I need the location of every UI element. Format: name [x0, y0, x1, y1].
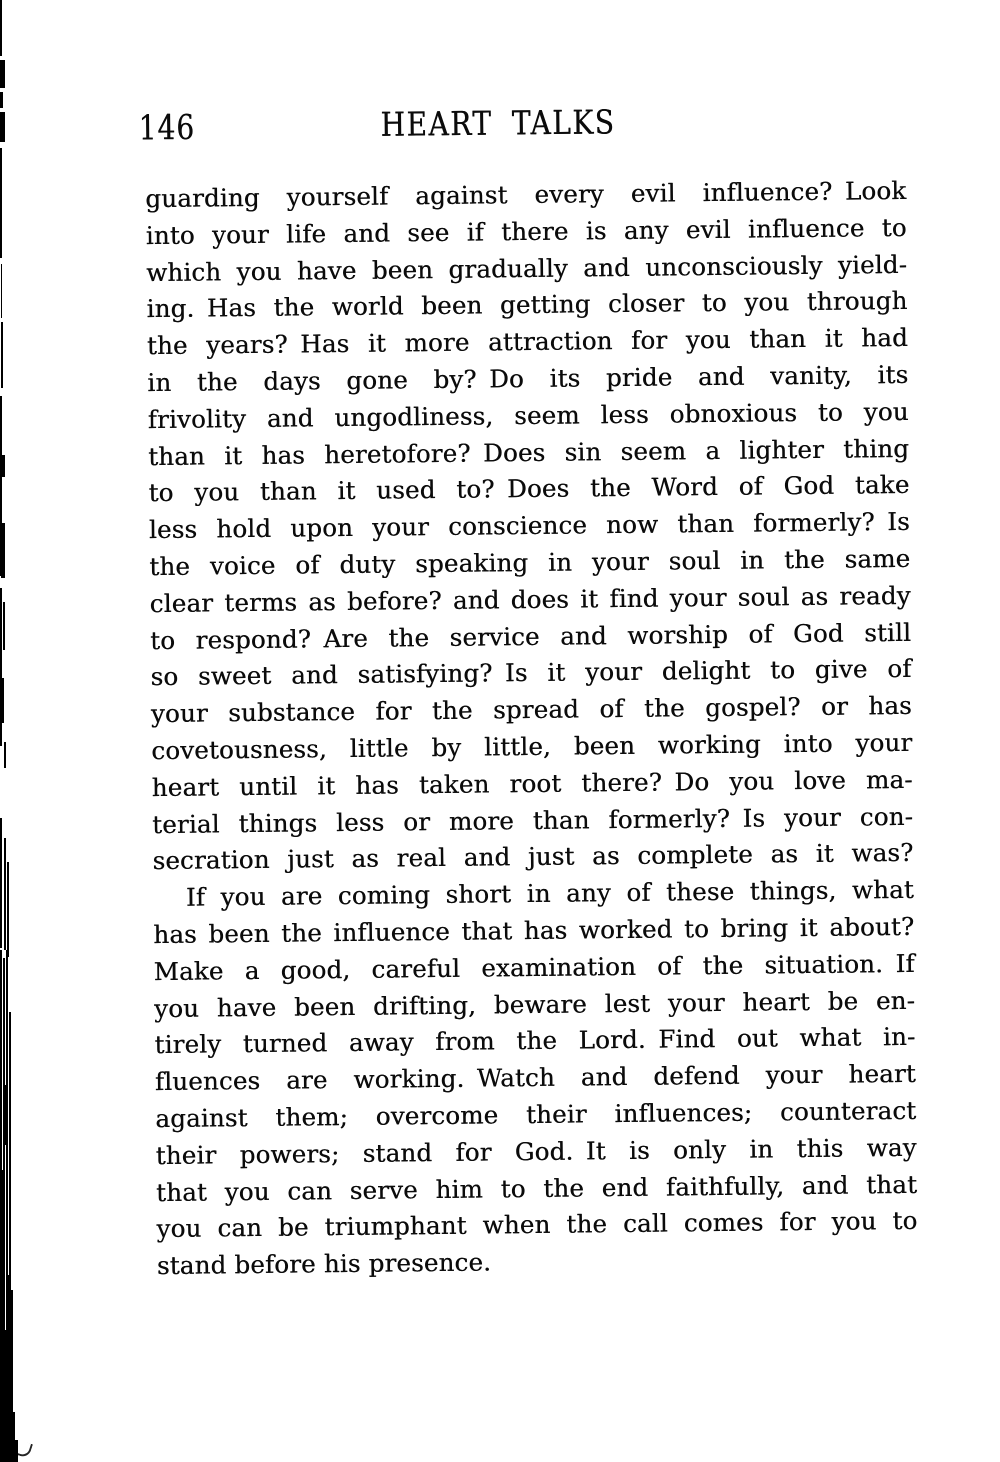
gutter-streak: [3, 602, 5, 650]
text-line: stand before his presence.: [156, 1247, 492, 1281]
text-line: heart until it has taken root there? Do you love ma-: [151, 764, 913, 802]
gutter-streak: [1, 322, 3, 388]
running-head: HEART TALKS: [380, 102, 616, 145]
gutter-streak: [5, 1085, 8, 1145]
gutter-streak: [0, 0, 2, 56]
gutter-streak: [4, 838, 6, 950]
gutter-streak: [7, 862, 9, 957]
text-line: into your life and see if there is any evil influence to: [145, 212, 907, 250]
gutter-streak: [0, 60, 5, 88]
text-line: clear terms as before? and does it find your soul as ready: [149, 580, 911, 618]
page-header: [138, 100, 905, 152]
paragraph: [153, 872, 918, 1285]
text-line: your substance for the spread of the gospel? or has: [150, 691, 913, 729]
text-line: their powers; stand for God. It is only in this way: [155, 1132, 917, 1170]
text-line: ing. Has the world been getting closer to you through: [146, 286, 908, 324]
gutter-streak: [0, 112, 5, 142]
paragraph: [145, 173, 914, 880]
text-line: to respond? Are the service and worship of God still: [149, 617, 912, 655]
text-line: secration just as real and just as complete as it was?: [152, 838, 914, 876]
text-line: the voice of duty speaking in your soul in the same: [149, 543, 911, 582]
text-line: terial things less or more than formerly? Is your con-: [151, 801, 914, 839]
text-line: so sweet and satisfying? Is it your delight to give of: [150, 654, 912, 692]
gutter-ink-squiggle: [16, 1440, 33, 1458]
scan-gutter-artifacts: [0, 0, 40, 1462]
text-line: to you than it used to? Does the Word of God take: [148, 470, 910, 508]
gutter-streak: [6, 1380, 11, 1462]
text-line: you have been drifting, beware lest your heart be en-: [153, 985, 916, 1023]
text-line: the years? Has it more attraction for you than it had: [146, 323, 909, 361]
text-line: which you have been gradually and unconsciously yield-: [145, 249, 908, 287]
page-number: 146: [138, 107, 196, 149]
gutter-streak: [4, 742, 6, 768]
gutter-streak: [0, 148, 2, 258]
gutter-streak: [2, 455, 5, 477]
text-line: you can be triumphant when the call comes for you to: [156, 1206, 918, 1244]
text-line: tirely turned away from the Lord. Find out what in-: [154, 1022, 916, 1060]
text-line: that you can serve him to the end faithfully, and that: [155, 1169, 918, 1207]
text-line: than it has heretofore? Does sin seem a lighter thing: [147, 433, 910, 471]
gutter-streak: [1, 264, 2, 318]
text-line: covetousness, little by little, been working into your: [151, 727, 913, 766]
page-body: [145, 173, 918, 1285]
text-line: against them; overcome their influences; counteract: [155, 1095, 917, 1134]
text-line: If you are coming short in any of these things, what: [185, 875, 915, 912]
text-line: fluences are working. Watch and defend your heart: [154, 1058, 917, 1097]
text-line: has been the influence that has worked to bring it about?: [153, 911, 915, 950]
text-line: less hold upon your conscience now than formerly? Is: [148, 507, 911, 545]
page-content: [138, 0, 920, 1462]
gutter-streak: [1, 678, 4, 723]
text-line: Make a good, careful examination of the situation. If: [153, 948, 915, 986]
gutter-streak: [0, 92, 3, 108]
text-line: in the days gone by? Do its pride and vanity, its: [147, 359, 909, 398]
text-line: frivolity and ungodliness, seem less obnoxious to you: [147, 396, 909, 434]
gutter-streak: [1, 523, 5, 578]
text-line: guarding yourself against every evil influence? Look: [145, 175, 907, 214]
gutter-streak: [0, 818, 2, 948]
